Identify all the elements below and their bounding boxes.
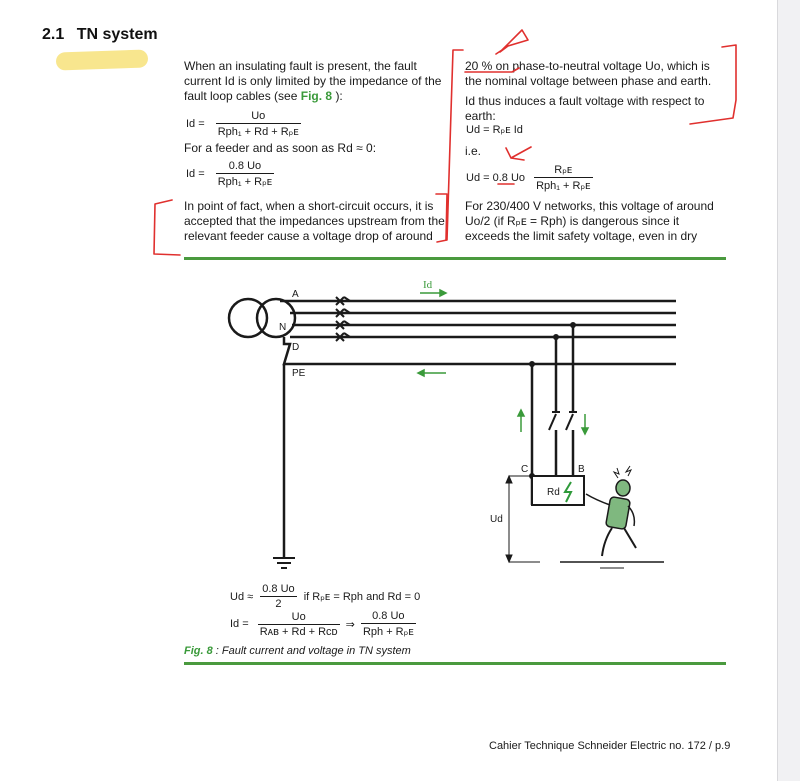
denominator: Rph₁ + Rₚᴇ xyxy=(536,180,591,192)
numerator: 0.8 Uo xyxy=(262,583,295,595)
denominator: Rph₁ + Rd + Rₚᴇ xyxy=(217,126,299,138)
junction-dot xyxy=(529,361,535,367)
transformer-secondary-coil xyxy=(257,299,295,337)
page-footer: Cahier Technique Schneider Electric no. 172 / p.9 xyxy=(489,740,731,752)
label-n: N xyxy=(279,322,287,333)
label-d: D xyxy=(292,342,300,353)
label-b: B xyxy=(578,464,585,475)
formula-ud-text: Ud = Rₚᴇ Id xyxy=(466,124,523,136)
label-a: A xyxy=(292,289,299,300)
numerator: Uo xyxy=(216,110,301,124)
label-id: Id xyxy=(423,279,433,291)
junction-dot xyxy=(553,334,559,340)
fraction xyxy=(260,583,296,610)
section-number: 2.1 xyxy=(42,26,65,43)
label-c: C xyxy=(521,464,529,475)
right-para-1: 20 % on phase-to-neutral voltage Uo, which is the nominal voltage between phase and earth. xyxy=(465,59,712,88)
formula-lhs: Ud ≈ xyxy=(230,590,254,603)
label-rd: Rd xyxy=(547,487,560,498)
formula-lhs: Id = xyxy=(186,168,205,180)
figure-label: Fig. 8 xyxy=(184,645,213,657)
left-para-1-text: When an insulating fault is present, the fault current Id is only limited by the impedance of the fault loop cables (see xyxy=(184,59,442,103)
current-direction-arrows xyxy=(418,290,588,434)
right-para-2: Id thus induces a fault voltage with respect to earth: xyxy=(465,94,705,123)
formula-lhs: Ud = 0.8 Uo xyxy=(466,171,526,184)
numerator: 0.8 Uo xyxy=(361,610,416,624)
left-para-2-text: For a feeder and as soon as Rd ≈ 0: xyxy=(184,141,377,155)
fraction-2 xyxy=(361,610,416,638)
numerator: 0.8 Uo xyxy=(216,160,274,174)
section-divider-bottom xyxy=(184,662,726,665)
formula-lhs: Id = xyxy=(186,118,205,130)
denominator: Rᴀʙ + Rd + Rᴄᴅ xyxy=(259,625,338,638)
formula-lhs: Id = xyxy=(230,618,249,630)
ie-text: i.e. xyxy=(465,144,482,158)
label-pe: PE xyxy=(292,368,306,379)
fraction xyxy=(258,611,340,638)
left-para-3-text: In point of fact, when a short-circuit occurs, it is accepted that the impedances upstream from the relevant feeder cause a voltage drop of around xyxy=(184,199,445,243)
formula-condition: if Rₚᴇ = Rph and Rd = 0 xyxy=(303,591,421,603)
denominator: 2 xyxy=(275,598,282,610)
denominator: Rph₁ + Rₚᴇ xyxy=(217,176,273,188)
numerator: Uo xyxy=(258,611,340,625)
junction-dot xyxy=(570,322,576,328)
denominator: Rph + Rₚᴇ xyxy=(362,626,414,638)
figure-caption xyxy=(184,645,411,657)
load-switch xyxy=(549,412,577,430)
person-figure xyxy=(586,466,636,556)
left-para-1-end: ): xyxy=(335,89,343,103)
figure-caption-text: : Fault current and voltage in TN system xyxy=(215,645,411,657)
fig-formula-ud xyxy=(230,583,420,610)
implies-arrow: ⇒ xyxy=(345,618,355,631)
fig-reference-link[interactable]: Fig. 8 xyxy=(300,89,333,103)
earth-symbol xyxy=(273,558,295,568)
section-heading: TN system xyxy=(76,26,158,43)
numerator: Rₚᴇ xyxy=(534,163,592,178)
right-para-3-text: For 230/400 V networks, this voltage of around Uo/2 (if Rₚᴇ = Rph) is dangerous since it exceeds the limit safety voltage, even in dry xyxy=(465,199,714,243)
fig-formula-id xyxy=(230,610,416,638)
label-ud: Ud xyxy=(490,514,503,525)
circuit-breaker xyxy=(336,297,350,341)
